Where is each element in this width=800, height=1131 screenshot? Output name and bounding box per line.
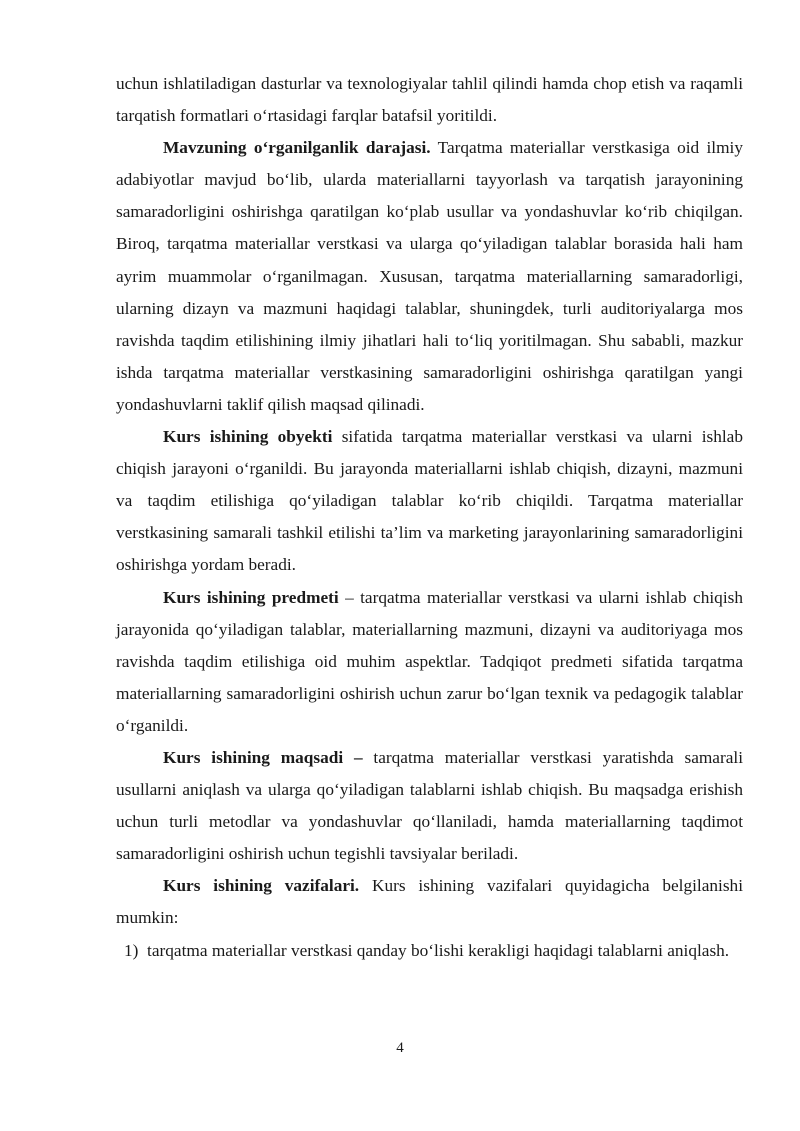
list-item-text: tarqatma materiallar verstkasi qanday bo‘lishi kerakligi haqidagi talablarni aniqlash. <box>147 940 730 960</box>
paragraph-goal <box>116 742 743 870</box>
paragraph-text: uchun ishlatiladigan dasturlar va texnologiyalar tahlil qilindi hamda chop etish va raqamli tarqatish formatlari o‘rtasidagi farqlar batafsil yoritildi. <box>116 74 743 126</box>
paragraph-object <box>116 421 743 581</box>
list-item-marker: 1) <box>124 940 139 960</box>
paragraph-lead: Kurs ishining predmeti <box>163 587 339 607</box>
paragraph-study-level <box>116 132 743 421</box>
paragraph-subject <box>116 582 743 742</box>
paragraph-lead: Kurs ishining obyekti <box>163 427 333 447</box>
paragraph-text: Kurs ishining vazifalari quyidagicha belgilanishi mumkin: <box>116 876 743 928</box>
paragraph-lead: Mavzuning o‘rganilganlik darajasi. <box>163 138 431 158</box>
paragraph-text: – tarqatma materiallar verstkasi va ularni ishlab chiqish jarayonida qo‘yiladigan talablar, materiallarning mazmuni, dizayni va auditoriyaga mos ravishda taqdim etilishiga oid muhim aspektlar. Tadqiqot predmeti sifatida tarqatma materiallarning samaradorligini oshirish uchun zarur bo‘lgan texnik va pedagogik talablar o‘rganildi. <box>116 587 743 735</box>
list-item <box>116 935 743 967</box>
paragraph-continuation <box>116 68 743 132</box>
paragraph-lead: Kurs ishining vazifalari. <box>163 876 360 896</box>
paragraph-text: tarqatma materiallar verstkasi yaratishda samarali usullarni aniqlash va ularga qo‘yiladigan talablarni ishlab chiqish. Bu maqsadga erishish uchun turli metodlar va yondashuvlar qo‘llaniladi, hamda materiallarning taqdimot samaradorligini oshirish uchun tegishli tavsiyalar beriladi. <box>116 747 744 864</box>
page-number: 4 <box>396 1040 404 1056</box>
paragraph-text: Tarqatma materiallar verstkasiga oid ilmiy adabiyotlar mavjud bo‘lib, ularda materiallarni tayyorlash va tarqatish jarayonining samaradorligini oshirishga qaratilgan ko‘plab usullar va yondashuvlar ko‘rib chiqilgan. Biroq, tarqatma materiallar verstkasi va ularga qo‘yiladigan talablar borasida hali ham ayrim muammolar o‘rganilmagan. Xususan, tarqatma materiallarning samaradorligi, ularning dizayn va mazmuni haqidagi talablar, shuningdek, turli auditoriyalarga mos ravishda taqdim etilishining ilmiy jihatlari hali to‘liq yoritilmagan. Shu sababli, mazkur ishda tarqatma materiallar verstkasining samaradorligini oshirishga qaratilgan yangi yondashuvlarni taklif qilish maqsad qilinadi. <box>116 138 743 414</box>
paragraph-text: sifatida tarqatma materiallar verstkasi va ularni ishlab chiqish jarayoni o‘rganildi. Bu jarayonda materiallarni ishlab chiqish, dizayni, mazmuni va taqdim etilishiga qo‘yiladigan talablar ko‘rib chiqildi. Tarqatma materiallar verstkasining samarali tashkil etilishi ta’lim va marketing jarayonlarining samaradorligini oshirishga yordam beradi. <box>116 427 743 575</box>
paragraph-lead: Kurs ishining maqsadi – <box>163 747 363 767</box>
paragraph-tasks <box>116 870 743 934</box>
document-page <box>116 68 743 967</box>
